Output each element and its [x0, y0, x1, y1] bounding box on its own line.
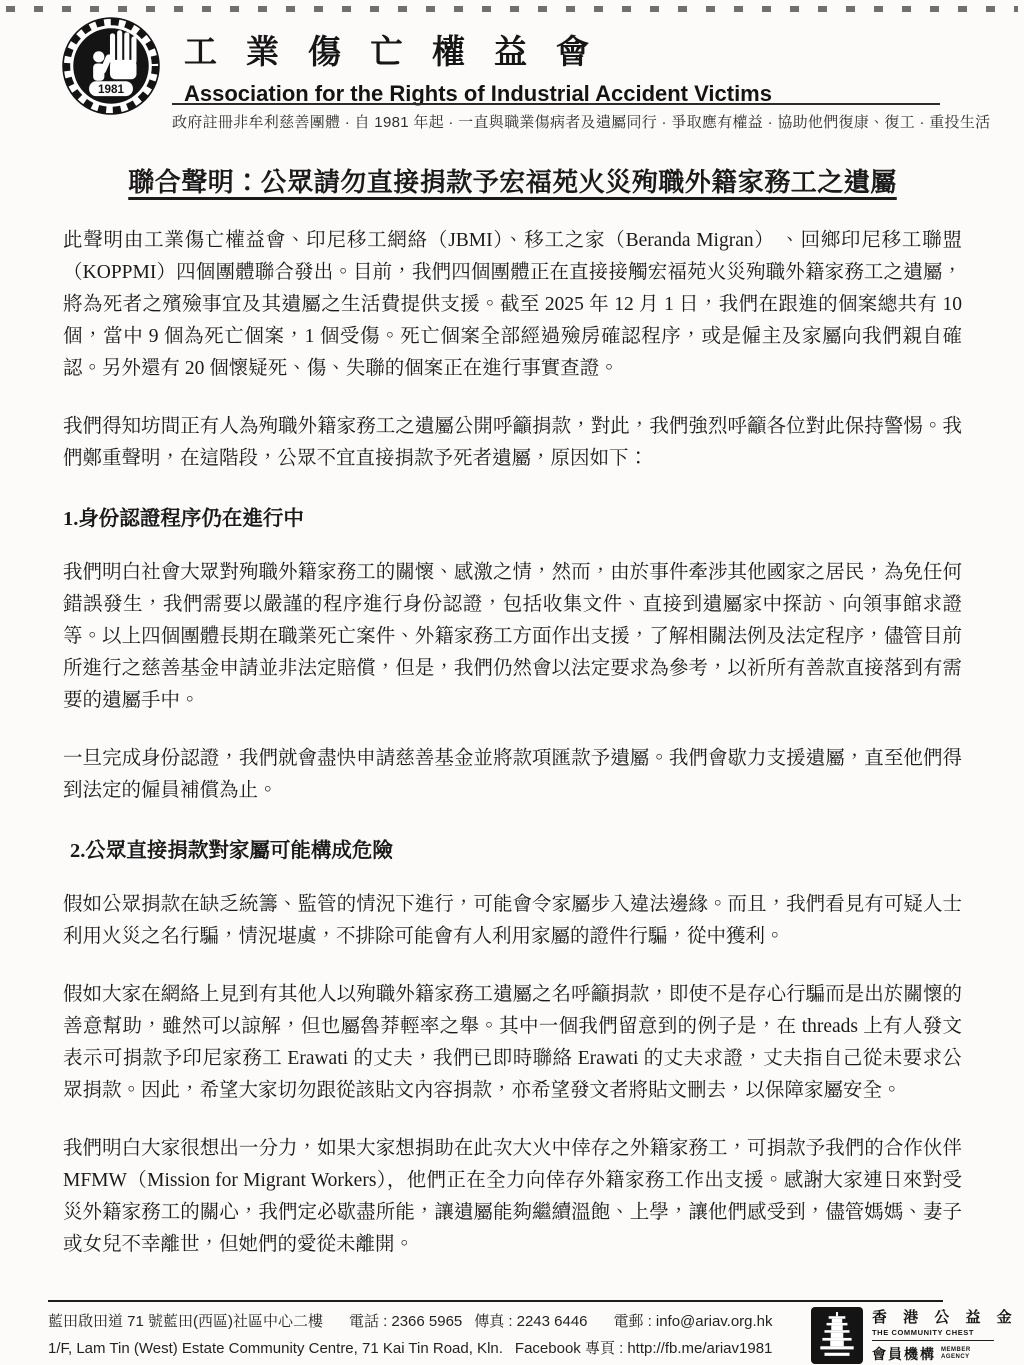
statement-body — [63, 162, 962, 1290]
community-chest-member-badge — [811, 1306, 1018, 1364]
email-label: 電郵 : — [613, 1313, 652, 1330]
paragraph-intro-cases: 此聲明由工業傷亡權益會、印尼移工網絡（JBMI）、移工之家（Beranda Migran） 、回鄉印尼移工聯盟（KOPPMI）四個團體聯合發出。目前，我們四個團體正在直接接觸宏福苑火災殉職外籍家務工之遺屬，將為死者之殯殮事宜及其遺屬之生活費提供支援。截至 2025 年 12 月 1 日，我們在跟進的個案總共有 10 個，當中 9 個為死亡個案，1 個受傷。死亡個案全部經過殮房確認程序，或是僱主及家屬向我們親自確認。另外還有 20 個懷疑死、傷、失聯的個案正在進行事實查證。 — [63, 230, 962, 379]
section-heading-donation-risk: 2.公眾直接捐款對家屬可能構成危險 — [70, 840, 393, 862]
phone-label: 電話 : — [349, 1313, 388, 1330]
address-english: 1/F, Lam Tin (West) Estate Community Centre, 71 Kai Tin Road, Kln. — [48, 1340, 503, 1357]
paragraph-fund-remittance: 一旦完成身份認證，我們就會盡快申請慈善基金並將款項匯款予遺屬。我們會歇力支援遺屬，直至他們得到法定的僱員補償為止。 — [63, 748, 962, 801]
paragraph-threads-example: 假如大家在網絡上見到有其他人以殉職外籍家務工遺屬之名呼籲捐款，即使不是存心行騙而是出於關懷的善意幫助，雖然可以諒解，但也屬魯莽輕率之舉。其中一個我們留意到的例子是，在 threads 上有人發文表示可捐款予印尼家務工 Erawati 的丈夫，我們已即時聯絡 Erawati 的丈夫求證，丈夫指自己從未要求公眾捐款。因此，希望大家切勿跟從該貼文內容捐款，亦希望發文者將貼文刪去，以保障家屬安全。 — [63, 984, 962, 1101]
header-divider — [172, 103, 940, 105]
footer-contact-block — [48, 1310, 818, 1358]
paragraph-verification-process: 我們明白社會大眾對殉職外籍家務工的關懷、感激之情，然而，由於事件牽涉其他國家之居民，為免任何錯誤發生，我們需要以嚴謹的程序進行身份認證，包括收集文件、直接到遺屬家中探訪、向領事館求證等。以上四個團體長期在職業死亡案件、外籍家務工方面作出支援，了解相關法例及法定程序，儘管目前所進行之慈善基金申請並非法定賠償，但是，我們仍然會以法定要求為參考，以祈所有善款直接落到有需要的遺屬手中。 — [63, 562, 962, 711]
community-chest-name-english: THE COMMUNITY CHEST — [872, 1328, 975, 1337]
fax-label: 傳真 : — [474, 1313, 513, 1330]
member-agency-chinese: 會員機構 — [872, 1346, 936, 1362]
logo-year: 1981 — [97, 83, 125, 97]
member-agency-english: MEMBER AGENCY — [941, 1347, 971, 1360]
footer-line-chinese — [48, 1310, 818, 1331]
community-chest-name-chinese: 香 港 公 益 金 — [872, 1309, 1018, 1326]
address-chinese: 藍田啟田道 71 號藍田(西區)社區中心二樓 — [48, 1313, 324, 1330]
paragraph-warning: 我們得知坊間正有人為殉職外籍家務工之遺屬公開呼籲捐款，對此，我們強烈呼籲各位對此保持警惕。我們鄭重聲明，在這階段，公眾不宜直接捐款予死者遺屬，原因如下： — [63, 416, 962, 469]
paragraph-risk-fraud: 假如公眾捐款在缺乏統籌、監管的情況下進行，可能會令家屬步入違法邊緣。而且，我們看見有可疑人士利用火災之名行騙，情況堪虞，不排除可能會有人利用家屬的證件行騙，從中獲利。 — [63, 894, 962, 947]
ariav-raised-hand-logo-icon — [60, 14, 162, 118]
facebook-label: Facebook 專頁 : — [514, 1340, 624, 1357]
scan-perforation-edge — [6, 6, 1018, 12]
footer-divider — [48, 1300, 943, 1302]
paragraph-mfmw-donation: 我們明白大家很想出一分力，如果大家想捐助在此次大火中倖存之外籍家務工，可捐款予我們的合作伙伴 MFMW（Mission for Migrant Workers），他們正在全力向倖存外籍家務工作出支援。感謝大家連日來對受災外籍家務工的關心，我們定必歇盡所能，讓遺屬能夠繼續溫飽、上學，讓他們感受到，儘管媽媽、妻子或女兒不幸離世，但她們的愛從未離開。 — [63, 1138, 962, 1255]
email-address: info@ariav.org.hk — [655, 1313, 773, 1330]
section-heading-identity-verification: 1.身份認證程序仍在進行中 — [63, 508, 304, 530]
org-name-english: Association for the Rights of Industrial Accident Victims — [184, 81, 772, 106]
fax-number: 2243 6446 — [516, 1313, 588, 1330]
org-tagline: 政府註冊非牟利慈善團體 · 自 1981 年起 · 一直與職業傷病者及遺屬同行 · 爭取應有權益 · 協助他們復康、復工 · 重投生活 — [172, 114, 991, 131]
community-chest-pagoda-icon — [811, 1307, 863, 1364]
phone-number: 2366 5965 — [391, 1313, 463, 1330]
footer-line-english — [48, 1337, 818, 1358]
facebook-url: http://fb.me/ariav1981 — [627, 1340, 773, 1357]
statement-title: 聯合聲明：公眾請勿直接捐款予宏福苑火災殉職外籍家務工之遺屬 — [128, 168, 897, 197]
org-name-chinese: 工業傷亡權益會 — [184, 33, 618, 70]
